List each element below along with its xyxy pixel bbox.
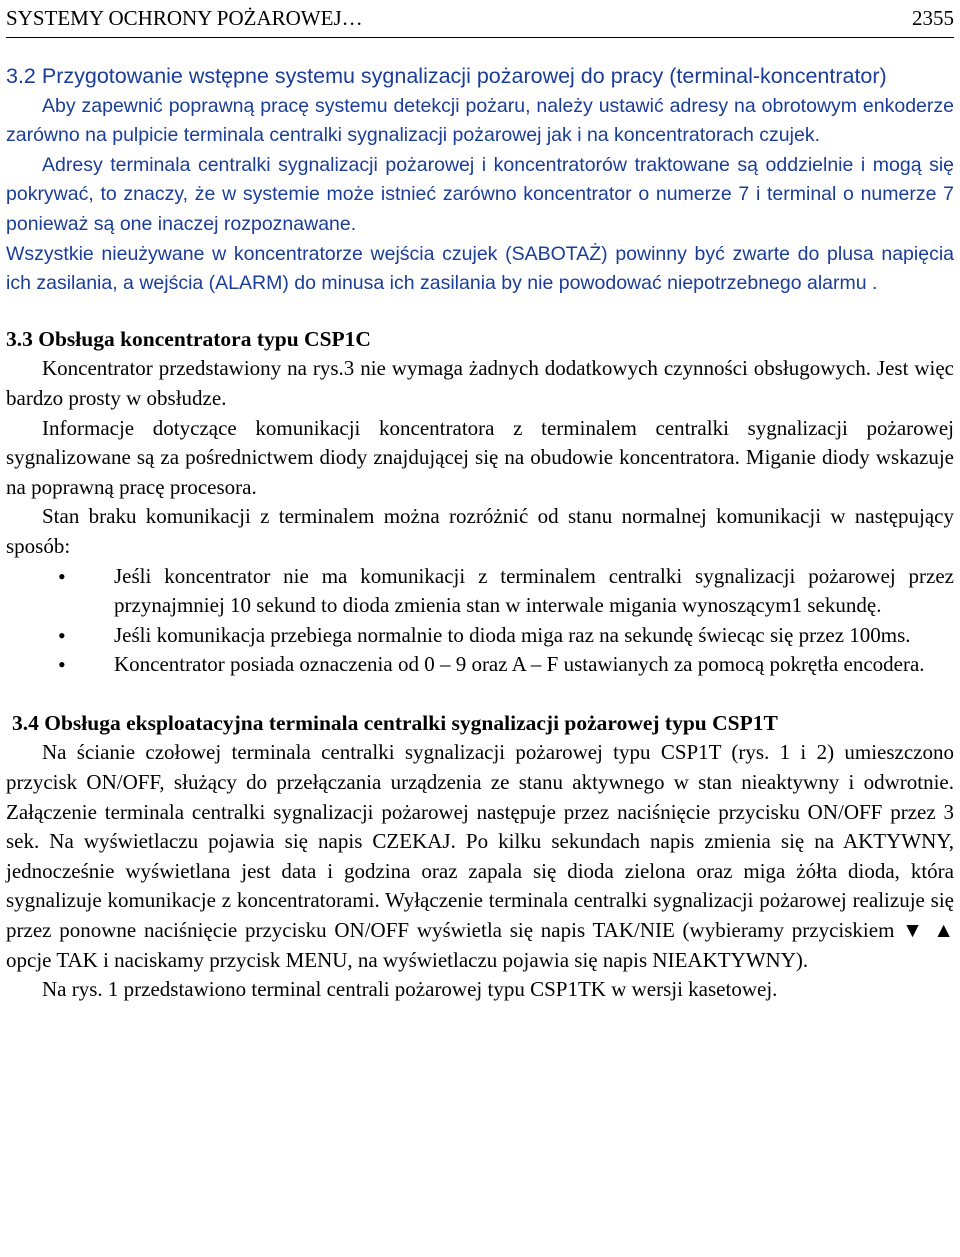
section-3-4-title: 3.4 Obsługa eksploatacyjna terminala centralki sygnalizacji pożarowej typu CSP1T: [12, 710, 778, 735]
section-3-3: [6, 325, 954, 680]
header-rule: [6, 37, 954, 38]
section-3-4: [6, 709, 954, 1005]
list-item: • Jeśli koncentrator nie ma komunikacji z terminalem centralki sygnalizacji pożarowej przez przynajmniej 10 sekund to dioda zmienia stan w interwale migania wynoszącym1 sekundę.: [6, 562, 954, 621]
page-number: 2355: [912, 6, 954, 30]
section-3-3-paragraph-2: Informacje dotyczące komunikacji koncentratora z terminalem centralki sygnalizacji pożarowej sygnalizowane są za pośrednictwem diody znajdującej się na obudowie koncentratora. Miganie diody wskazuje na poprawną pracę procesora.: [6, 415, 954, 499]
section-3-2-paragraph-2: Adresy terminala centralki sygnalizacji pożarowej i koncentratorów traktowane są oddzielnie i mogą się pokrywać, to znaczy, że w systemie może istnieć zarówno koncentrator o numerze 7 i terminal o numerze 7 ponieważ są one inaczej rozpoznawane.: [6, 153, 954, 235]
section-3-2: [6, 62, 954, 299]
list-item: • Jeśli komunikacja przebiega normalnie to dioda miga raz na sekundę świecąc się przez 100ms.: [6, 621, 954, 651]
section-3-2-title: 3.2 Przygotowanie wstępne systemu sygnalizacji pożarowej do pracy (terminal-koncentrator): [6, 64, 887, 88]
running-header: [6, 0, 954, 33]
section-3-4-paragraph-2: Na rys. 1 przedstawiono terminal centrali pożarowej typu CSP1TK w wersji kasetowej.: [42, 977, 778, 1002]
section-3-2-paragraph-3: Wszystkie nieużywane w koncentratorze wejścia czujek (SABOTAŻ) powinny być zwarte do plusa napięcia ich zasilania, a wejścia (ALARM) do minusa ich zasilania by nie powodować niepotrzebnego alarmu .: [6, 242, 954, 295]
section-3-3-paragraph-3: Stan braku komunikacji z terminalem można rozróżnić od stanu normalnej komunikacji w następujący sposób:: [6, 504, 954, 558]
section-3-3-bullet-list: [6, 562, 954, 680]
section-3-3-paragraph-1: Koncentrator przedstawiony na rys.3 nie wymaga żadnych dodatkowych czynności obsługowych. Jest więc bardzo prosty w obsłudze.: [6, 356, 954, 410]
list-item: • Koncentrator posiada oznaczenia od 0 – 9 oraz A – F ustawianych za pomocą pokrętła encodera.: [6, 650, 954, 680]
section-3-3-title: 3.3 Obsługa koncentratora typu CSP1C: [6, 326, 371, 351]
header-title: SYSTEMY OCHRONY POŻAROWEJ…: [6, 6, 363, 30]
section-3-2-paragraph-1: Aby zapewnić poprawną pracę systemu detekcji pożaru, należy ustawić adresy na obrotowym enkoderze zarówno na pulpicie terminala centralki sygnalizacji pożarowej jak i na koncentratorach czujek.: [6, 94, 954, 147]
section-3-4-paragraph-1: Na ścianie czołowej terminala centralki sygnalizacji pożarowej typu CSP1T (rys. 1 i 2) umieszczono przycisk ON/OFF, służący do przełączania urządzenia ze stanu aktywnego w stan nieaktywny i odwrotnie. Załączenie terminala centralki sygnalizacji pożarowej następuje przez naciśnięcie przycisku ON/OFF przez 3 sek. Na wyświetlaczu pojawia się napis CZEKAJ. Po kilku sekundach napis zmienia się na AKTYWNY, jednocześnie wyświetlana jest data i godzina oraz zapala się dioda zielona oraz miga żółta dioda, która sygnalizuje komunikacje z koncentratorami. Wyłączenie terminala centralki sygnalizacji pożarowej realizuje się przez ponowne naciśnięcie przycisku ON/OFF wyświetla się napis TAK/NIE (wybieramy przyciskiem ▼ ▲ opcje TAK i naciskamy przycisk MENU, na wyświetlaczu pojawia się napis NIEAKTYWNY).: [6, 740, 954, 972]
